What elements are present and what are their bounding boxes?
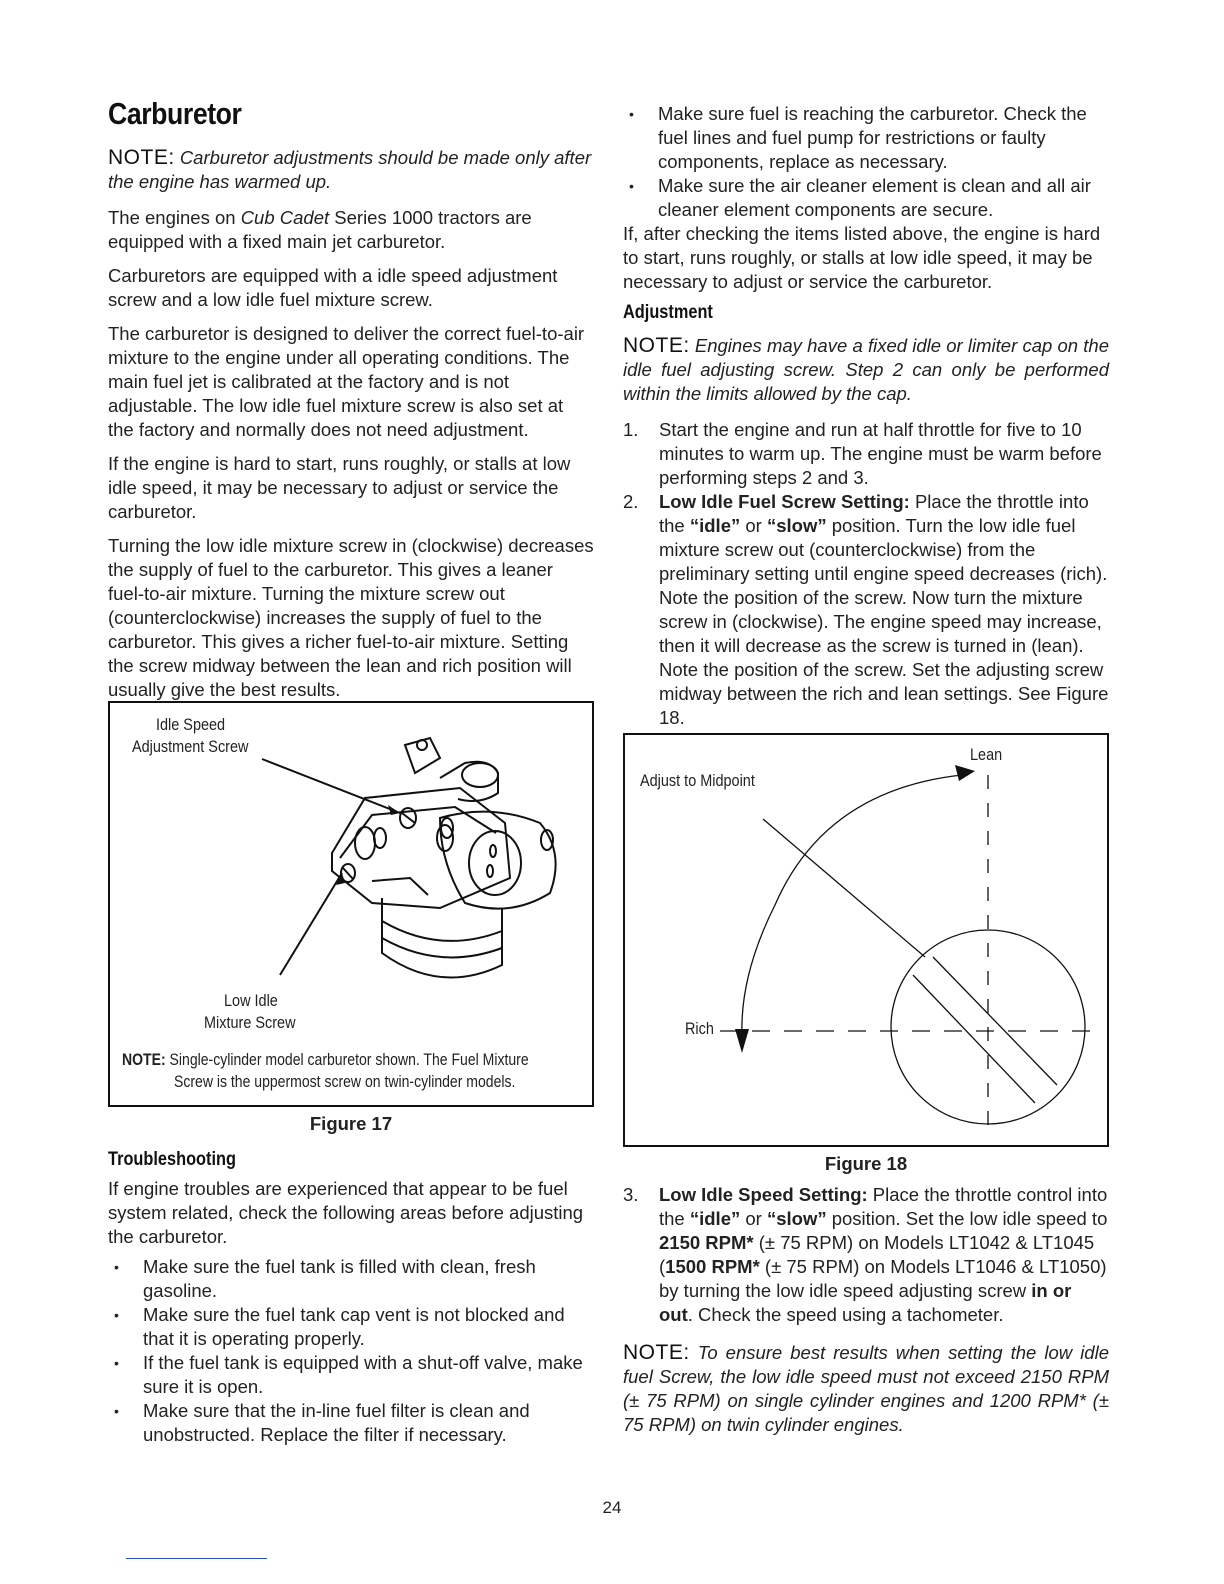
paragraph-engines [108,206,594,254]
figure-17-caption: Figure 17 [309,1113,393,1134]
step-2 [623,490,1109,730]
troubleshooting-heading: Troubleshooting [108,1149,236,1170]
step-title: Low Idle Fuel Screw Setting: [659,491,910,512]
text: The engines on [108,207,241,228]
text: position. Set the low idle speed to [826,1208,1108,1229]
note-text: To ensure best results when setting the low idle fuel Screw, the low idle speed must not exceed 2150 RPM (± 75 RPM) on single cylinder engines and 1200 RPM* (± 75 RPM) on twin cylinder engines. [623,1342,1109,1435]
text: Place the throttle control into the [659,1184,1108,1229]
list-item: • Make sure fuel is reaching the carburetor. Check the fuel lines and fuel pump for restrictions or faulty components, replace as necessary. [623,102,1109,174]
text: Series 1000 tractors are equipped with a fixed main jet carburetor. [108,207,532,252]
page-number: 24 [602,1498,622,1517]
note-text: Engines may have a fixed idle or limiter cap on the idle fuel adjusting screw. Step 2 can only be performed within the limits allowed by the cap. [623,335,1110,404]
note-label: NOTE: [122,1051,166,1069]
text: position. Turn the low idle fuel mixture screw out (counterclockwise) from the preliminary setting until engine speed decreases (rich). Note the position of the screw. Now turn the mixture screw in (clockwise). The engine speed may increase, then it will decrease as the screw is turned in (lean). Note the position of the screw. Set the adjusting screw midway between the rich and lean settings. See Figure 18. [659,515,1109,728]
note-text: Single-cylinder model carburetor shown. The Fuel Mixture [169,1051,529,1069]
footer-rule [126,1558,267,1559]
mixture-dial-diagram [625,735,1107,1145]
figure-17-note-line1 [122,1051,529,1070]
text-idle: “idle” [689,515,741,536]
text-slow: “slow” [766,1208,827,1229]
rpm-value: 1500 RPM* [665,1256,760,1277]
step-number: 2. [623,491,639,512]
figure-18-caption: Figure 18 [824,1153,908,1174]
text: (± 75 RPM) on Models LT1042 & LT1045 ( [659,1232,1095,1277]
label-adjust-midpoint: Adjust to Midpoint [640,771,755,790]
list-item: • Make sure the air cleaner element is clean and all air cleaner element components are secure. [623,174,1109,222]
paragraph-design: The carburetor is designed to deliver the correct fuel-to-air mixture to the engine under all operating conditions. The main fuel jet is calibrated at the factory and is not adjustable. The low idle fuel mixture screw is also set at the factory and normally does not need adjustment. [108,323,585,440]
label-idle-speed: Idle Speed [156,715,226,734]
figure-18 [623,733,1109,1147]
figure-17 [108,701,594,1107]
text-in-out: in or out [659,1280,1072,1325]
list-item: • Make sure that the in-line fuel filter is clean and unobstructed. Replace the filter if necessary. [108,1399,594,1447]
text: . Check the speed using a tachometer. [687,1304,1004,1325]
troubleshooting-intro: If engine troubles are experienced that appear to be fuel system related, check the following areas before adjusting the carburetor. [108,1178,584,1247]
text: (± 75 RPM) on Models LT1046 & LT1050) by turning the low idle speed adjusting screw [659,1256,1107,1301]
paragraph-hard-start: If the engine is hard to start, runs roughly, or stalls at low idle speed, it may be necessary to adjust or service the carburetor. [108,453,571,522]
step-3 [623,1183,1109,1327]
note-label: NOTE: [623,1341,690,1364]
rpm-value: 2150 RPM* [659,1232,754,1253]
figure-17-note-line2: Screw is the uppermost screw on twin-cylinder models. [174,1073,516,1091]
troubleshooting-list [108,1255,594,1447]
step-number: 1. [623,419,639,440]
note-label: NOTE: [108,146,175,169]
carburetor-illustration [110,703,592,1003]
right-column [623,102,1109,1449]
fuel-check-list [623,102,1109,222]
paragraph-screws: Carburetors are equipped with a idle speed adjustment screw and a low idle fuel mixture screw. [108,265,558,310]
label-rich: Rich [685,1019,714,1038]
text: or [740,515,767,536]
step-1 [623,418,1109,490]
step-title: Low Idle Speed Setting: [659,1184,868,1205]
adjustment-steps-cont [623,1183,1109,1327]
note-warm-up [108,146,594,194]
text-slow: “slow” [766,515,827,536]
adjustment-steps [623,418,1109,730]
label-lean: Lean [970,745,1003,764]
list-item: • Make sure the fuel tank is filled with clean, fresh gasoline. [108,1255,594,1303]
text: Place the throttle into the [659,491,1089,536]
label-mixture-screw: Mixture Screw [204,1013,296,1032]
left-column [108,96,594,1453]
adjustment-heading: Adjustment [623,302,713,323]
step-text: Start the engine and run at half throttle for five to 10 minutes to warm up. The engine must be warm before performing steps 2 and 3. [659,419,1102,488]
page-title: Carburetor [108,96,242,131]
note-limiter-cap [623,334,1109,406]
brand-name: Cub Cadet [240,207,330,228]
note-best-results [623,1341,1109,1437]
list-item: • Make sure the fuel tank cap vent is not blocked and that it is operating properly. [108,1303,594,1351]
label-low-idle: Low Idle [224,991,278,1010]
note-text: Carburetor adjustments should be made only after the engine has warmed up. [108,147,592,192]
paragraph-after-check: If, after checking the items listed above, the engine is hard to start, runs roughly, or stalls at low idle speed, it may be necessary to adjust or service the carburetor. [623,223,1101,292]
paragraph-mixture: Turning the low idle mixture screw in (clockwise) decreases the supply of fuel to the carburetor. This gives a leaner fuel-to-air mixture. Turning the mixture screw out (counterclockwise) increases the supply of fuel to the carburetor. This gives a richer fuel-to-air mixture. Setting the screw midway between the lean and rich position will usually give the best results. [108,535,594,700]
step-number: 3. [623,1184,639,1205]
note-label: NOTE: [623,334,690,357]
text-idle: “idle” [689,1208,741,1229]
label-adjustment-screw: Adjustment Screw [132,737,249,756]
list-item: • If the fuel tank is equipped with a shut-off valve, make sure it is open. [108,1351,594,1399]
text: or [740,1208,767,1229]
